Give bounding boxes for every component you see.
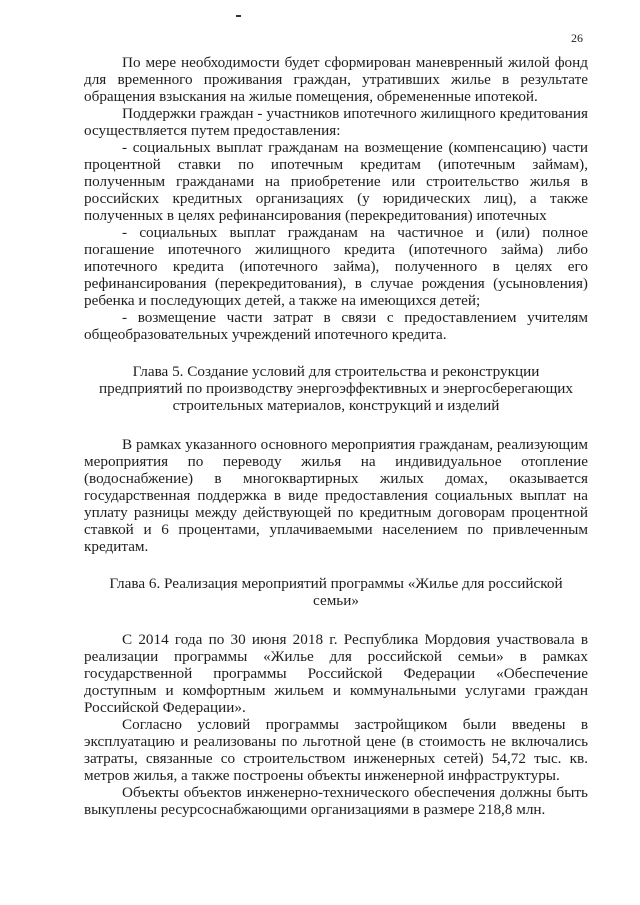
page-content: [84, 54, 588, 818]
paragraph: В рамках указанного основного мероприятия гражданам, реализующим мероприятия по переводу жилья на индивидуальное отопление (водоснабжение) в многоквартирных жилых домах, оказывается государственная поддержка в виде предоставления социальных выплат на уплату разницы между действующей по кредитным договорам процентной ставкой и 6 процентами, уплачиваемыми населением по привлеченным кредитам.: [84, 436, 588, 555]
scan-mark: [236, 15, 241, 17]
chapter-heading: Глава 5. Создание условий для строительства и реконструкции предприятий по производству энергоэффективных и энергосберегающих строительных материалов, конструкций и изделий: [98, 363, 574, 414]
chapter-heading: Глава 6. Реализация мероприятий программы «Жилье для российской семьи»: [109, 575, 563, 609]
list-item: - социальных выплат гражданам на частичное и (или) полное погашение ипотечного жилищного кредита (ипотечного займа) либо ипотечного кредита (ипотечного займа), полученного в целях его рефинансирования (перекредитования), в случае рождения (усыновления) ребенка и последующих детей, а также на имеющихся детей;: [84, 224, 588, 309]
list-item: - возмещение части затрат в связи с предоставлением учителям общеобразовательных учреждений ипотечного кредита.: [84, 309, 588, 343]
page-number: 26: [571, 31, 583, 45]
paragraph: С 2014 года по 30 июня 2018 г. Республика Мордовия участвовала в реализации программы «Жилье для российской семьи» в рамках государственной программы Российской Федерации «Обеспечение доступным и комфортным жильем и коммунальными услугами граждан Российской Федерации».: [84, 631, 588, 716]
list-item: - социальных выплат гражданам на возмещение (компенсацию) части процентной ставки по ипотечным кредитам (ипотечным займам), полученным гражданами на приобретение или строительство жилья в российских кредитных организациях (у юридических лиц), а также полученных в целях рефинансирования (перекредитования) ипотечных: [84, 139, 588, 224]
paragraph: Согласно условий программы застройщиком были введены в эксплуатацию и реализованы по льготной цене (в стоимость не включались затраты, связанные со строительством инженерных сетей) 54,72 тыс. кв. метров жилья, а также построены объекты инженерной инфраструктуры.: [84, 716, 588, 784]
paragraph: Объекты объектов инженерно-технического обеспечения должны быть выкуплены ресурсоснабжающими организациями в размере 218,8 млн.: [84, 784, 588, 818]
paragraph: Поддержки граждан - участников ипотечного жилищного кредитования осуществляется путем предоставления:: [84, 105, 588, 139]
paragraph: По мере необходимости будет сформирован маневренный жилой фонд для временного проживания граждан, утративших жилье в результате обращения взыскания на жилые помещения, обремененные ипотекой.: [84, 54, 588, 105]
